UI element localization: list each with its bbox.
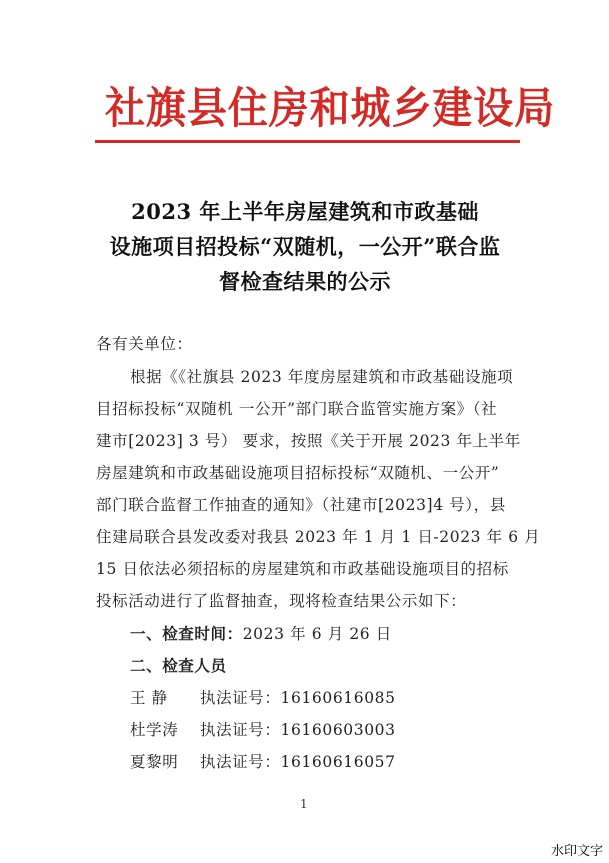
body-line: 目招标投标“双随机 一公开”部门联合监管实施方案》（社: [96, 400, 498, 418]
inspector-name: 夏黎明: [130, 753, 179, 771]
title-line-2: 设施项目招投标“双随机，一公开”联合监: [109, 234, 501, 259]
page-number: 1: [300, 797, 308, 811]
cert-number: 16160616057: [280, 753, 396, 771]
salutation: 各有关单位：: [96, 335, 193, 353]
inspector-row: [130, 718, 396, 740]
cert-number: 16160616085: [280, 689, 396, 707]
cert-label: 执法证号：: [200, 689, 281, 707]
section-inspectors-heading: 二、检查人员: [130, 657, 227, 675]
org-header: 社旗县住房和城乡建设局: [105, 84, 556, 134]
body-line: 投标活动进行了监督抽查，现将检查结果公示如下：: [96, 592, 467, 610]
inspector-name: 杜学涛: [130, 721, 179, 739]
inspector-row: [130, 686, 396, 708]
header-red-rule: [95, 140, 520, 143]
title-line-1: 2023 年上半年房屋建筑和市政基础: [131, 199, 479, 224]
inspector-name: 王 静: [130, 689, 168, 707]
section-1-label: 一、检查时间：: [130, 625, 243, 643]
body-line: 15 日依法必须招标的房屋建筑和市政基础设施项目的招标: [96, 560, 509, 578]
inspection-date: 2023 年 6 月 26 日: [242, 625, 392, 643]
body-line: 房屋建筑和市政基础设施项目招标投标“双随机、一公开”: [96, 464, 500, 482]
body-line: 住建局联合县发改委对我县 2023 年 1 月 1 日-2023 年 6 月: [96, 528, 541, 546]
watermark-text: 水印文字: [550, 844, 603, 859]
cert-number: 16160603003: [280, 721, 396, 739]
section-inspection-time: [130, 622, 392, 644]
cert-label: 执法证号：: [200, 753, 281, 771]
body-line: 根据《《社旗县 2023 年度房屋建筑和市政基础设施项: [130, 368, 514, 386]
inspector-row: [130, 750, 396, 772]
body-line: 部门联合监督工作抽查的通知》（社建市[2023]4 号），县: [96, 496, 506, 514]
title-line-3: 督检查结果的公示: [219, 269, 391, 294]
cert-label: 执法证号：: [200, 721, 281, 739]
body-line: 建市[2023] 3 号） 要求，按照《关于开展 2023 年上半年: [96, 432, 521, 450]
